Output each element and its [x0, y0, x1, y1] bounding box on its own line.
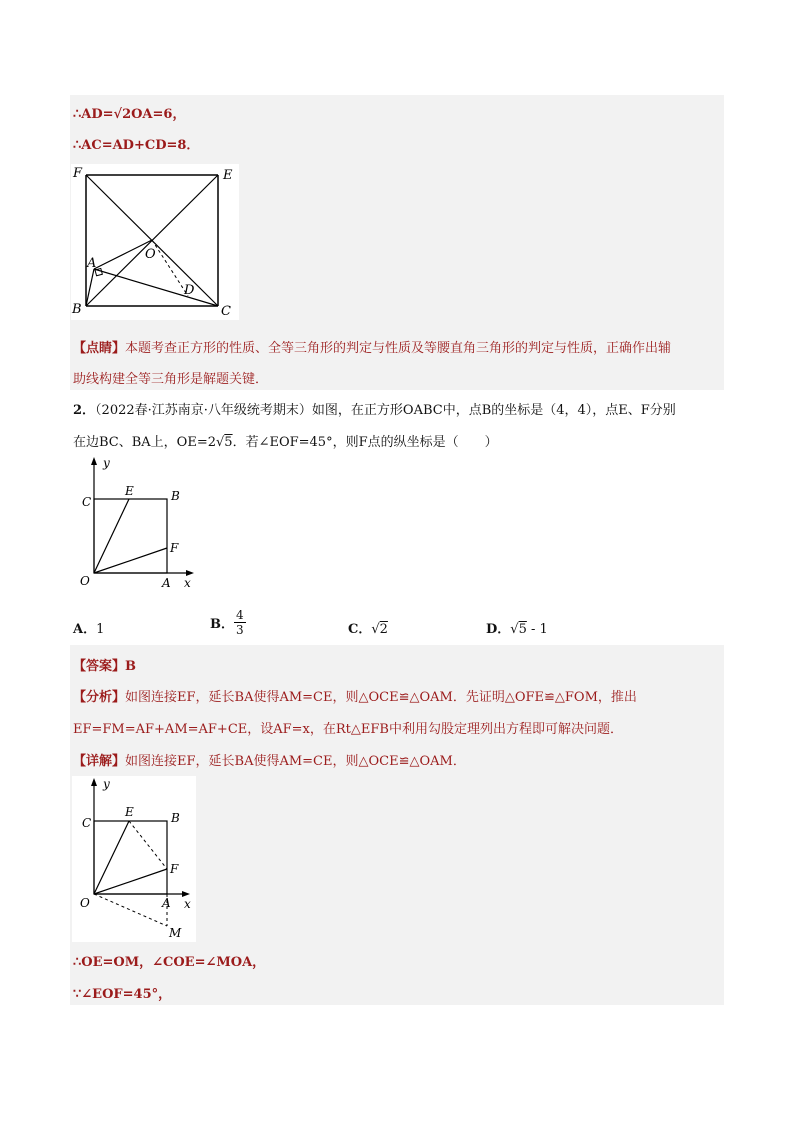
label-A: A	[162, 896, 171, 910]
label-E: E	[125, 805, 134, 819]
detail-tag: 【详解】	[73, 754, 126, 769]
note-line-2: 助线构建全等三角形是解题关键．	[73, 372, 269, 387]
detail-text-1: 如图连接EF，延长BA使得AM=CE，则△OCE≌△OAM．	[125, 754, 466, 769]
label-E: E	[223, 168, 233, 183]
analysis-line-1	[73, 686, 637, 705]
question-text-1: 如图，在正方形OABC中，点B的坐标是（4，4），点E、F分别	[311, 403, 676, 418]
option-d-letter: D．	[486, 622, 511, 637]
label-O: O	[145, 247, 156, 262]
option-d-radicand: 5	[518, 622, 527, 637]
answer-line	[73, 655, 136, 674]
option-c-sqrt-symbol: √	[371, 622, 380, 637]
option-b-letter: B．	[210, 617, 234, 632]
label-F: F	[73, 166, 83, 181]
label-C: C	[82, 495, 92, 509]
option-d-sqrt-symbol: √	[510, 622, 519, 637]
sqrt-symbol: √	[216, 435, 225, 450]
detail-line-1	[73, 750, 466, 769]
option-c-radicand: 2	[379, 622, 388, 637]
label-x: x	[184, 576, 191, 590]
label-M: M	[169, 926, 182, 940]
label-A: A	[162, 576, 171, 590]
sqrt-radicand: 5	[224, 435, 233, 450]
label-x: x	[184, 897, 191, 911]
note-text-1: 本题考查正方形的性质、全等三角形的判定与性质及等腰直角三角形的判定与性质，正确作出辅	[125, 341, 672, 356]
label-D: D	[184, 283, 195, 298]
note-line-1	[73, 337, 671, 356]
step-line-2: ∵∠EOF=45°，	[73, 987, 172, 1002]
question-text-2b: ．若∠EOF=45°，则F点的纵坐标是（ ）	[232, 435, 498, 450]
label-O: O	[80, 574, 90, 588]
coordinate-figure-3	[72, 776, 196, 942]
analysis-line-2: EF=FM=AF+AM=AF+CE，设AF=x，在Rt△EFB中利用勾股定理列出方程即可解决问题．	[73, 722, 623, 737]
label-E: E	[125, 484, 134, 498]
note-tag: 【点睛】	[73, 341, 126, 356]
option-c[interactable]	[348, 618, 388, 637]
option-d[interactable]	[486, 618, 548, 637]
option-a-value: 1	[96, 622, 105, 637]
question-source: （2022春·江苏南京·八年级统考期末）	[95, 403, 312, 418]
option-a[interactable]	[73, 618, 104, 637]
label-C: C	[221, 304, 231, 319]
label-F: F	[170, 541, 179, 555]
question-text-2a: 在边BC、BA上，OE=2	[73, 435, 216, 450]
step-ad-line: ∴AD=√2OA=6，	[73, 107, 186, 122]
answer-value: B	[125, 659, 137, 674]
label-C: C	[82, 816, 92, 830]
label-y: y	[103, 456, 110, 470]
option-b-fraction	[234, 608, 246, 637]
step-ac-line: ∴AC=AD+CD=8．	[73, 138, 200, 153]
label-B: B	[72, 302, 82, 317]
option-b[interactable]	[210, 608, 246, 637]
answer-tag: 【答案】	[73, 659, 126, 674]
option-c-letter: C．	[348, 622, 372, 637]
question-line-1	[73, 399, 676, 418]
question-number: 2．	[73, 403, 96, 418]
question-line-2	[73, 431, 498, 450]
square-figure-1	[70, 163, 240, 321]
option-b-denominator: 3	[236, 623, 244, 637]
option-d-tail: - 1	[526, 622, 548, 637]
label-F: F	[170, 862, 179, 876]
label-B: B	[171, 489, 180, 503]
label-A: A	[87, 256, 97, 271]
label-B: B	[171, 811, 180, 825]
option-a-letter: A．	[73, 622, 97, 637]
label-y: y	[103, 777, 110, 791]
analysis-text-1: 如图连接EF，延长BA使得AM=CE，则△OCE≌△OAM．先证明△OFE≌△FOM，推出	[125, 690, 637, 705]
coordinate-figure-2	[72, 455, 202, 595]
step-line-1: ∴OE=OM，∠COE=∠MOA，	[73, 955, 266, 970]
option-b-numerator: 4	[236, 608, 244, 622]
label-O: O	[80, 896, 90, 910]
analysis-tag: 【分析】	[73, 690, 126, 705]
